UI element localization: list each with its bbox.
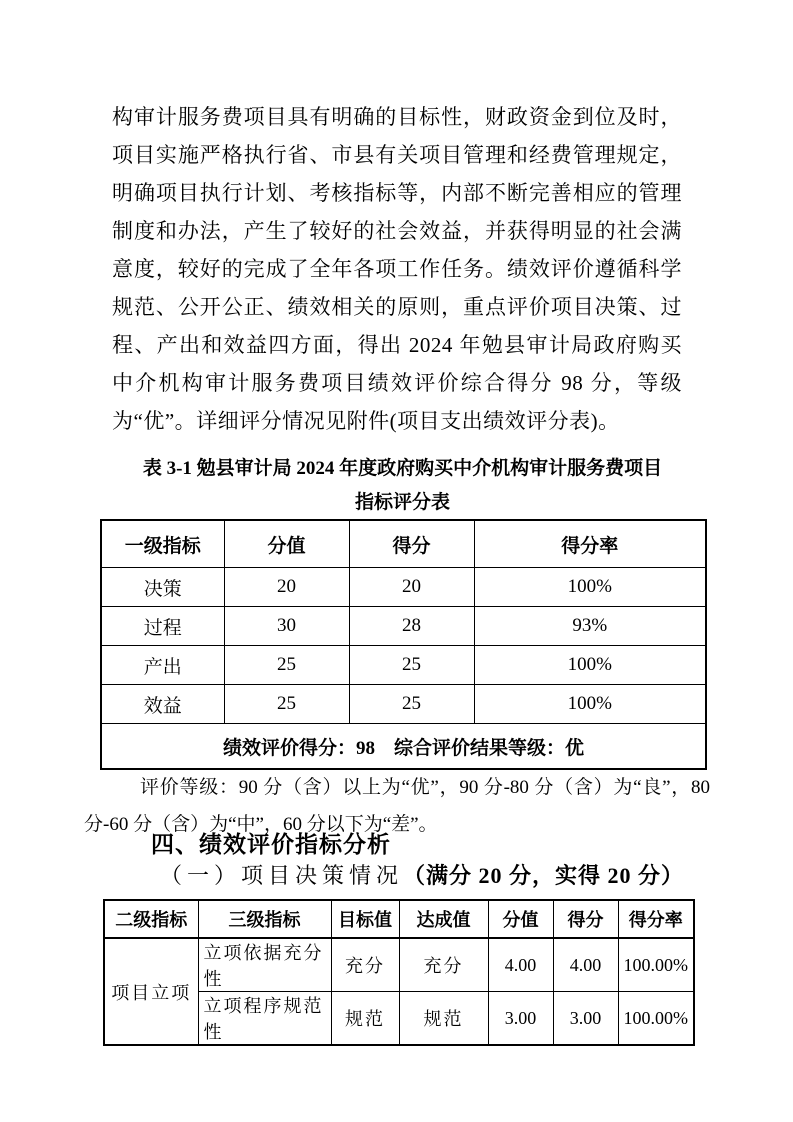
table2-header-cell: 目标值 bbox=[331, 900, 399, 938]
table-cell: 25 bbox=[224, 646, 349, 685]
table-cell: 产出 bbox=[101, 646, 224, 685]
table-cell: 立项依据充分性 bbox=[198, 938, 331, 992]
table1-row-benefit bbox=[101, 685, 706, 724]
table-cell: 100% bbox=[474, 646, 706, 685]
table-cell: 25 bbox=[349, 685, 474, 724]
subsection-title: （一）项目决策情况 bbox=[160, 863, 404, 888]
table2-header-cell: 得分 bbox=[553, 900, 618, 938]
table-cell: 30 bbox=[224, 607, 349, 646]
table2-row bbox=[104, 938, 694, 992]
table1-row-process bbox=[101, 607, 706, 646]
table-cell: 规范 bbox=[331, 992, 399, 1046]
table-cell: 立项程序规范性 bbox=[198, 992, 331, 1046]
table-cell: 决策 bbox=[101, 568, 224, 607]
table-cell: 充分 bbox=[399, 938, 488, 992]
table-cell: 20 bbox=[349, 568, 474, 607]
table-cell: 3.00 bbox=[488, 992, 553, 1046]
table-cell: 效益 bbox=[101, 685, 224, 724]
section-heading: 四、绩效评价指标分析 bbox=[151, 831, 391, 857]
table-cell: 100.00% bbox=[618, 938, 694, 992]
table-cell: 93% bbox=[474, 607, 706, 646]
table1-caption-line2: 指标评分表 bbox=[354, 492, 450, 513]
subsection-score-note: （满分 20 分，实得 20 分） bbox=[403, 863, 685, 888]
decision-indicator-detail-table bbox=[103, 899, 695, 1046]
table1-caption bbox=[100, 452, 705, 520]
table1-header-row bbox=[101, 520, 706, 568]
table-cell: 4.00 bbox=[488, 938, 553, 992]
table2-header-cell: 达成值 bbox=[399, 900, 488, 938]
table-cell: 25 bbox=[349, 646, 474, 685]
table-cell: 4.00 bbox=[553, 938, 618, 992]
table2-header-cell: 得分率 bbox=[618, 900, 694, 938]
table2-header-row bbox=[104, 900, 694, 938]
secondary-indicator-cell: 项目立项 bbox=[104, 938, 198, 1045]
table1-row-output bbox=[101, 646, 706, 685]
table2-header-cell: 二级指标 bbox=[104, 900, 198, 938]
subsection-heading bbox=[160, 860, 684, 892]
table-cell: 100% bbox=[474, 568, 706, 607]
grading-scale-note: 评价等级：90 分（含）以上为“优”，90 分-80 分（含）为“良”，80 分-60 分（含）为“中”，60 分以下为“差”。 bbox=[84, 777, 710, 835]
table1-header-cell: 分值 bbox=[224, 520, 349, 568]
table2-header-cell: 三级指标 bbox=[198, 900, 331, 938]
table2-header-cell: 分值 bbox=[488, 900, 553, 938]
overall-score-cell: 绩效评价得分：98 综合评价结果等级：优 bbox=[101, 724, 706, 770]
table1-header-cell: 得分 bbox=[349, 520, 474, 568]
table1-caption-line1: 表 3-1 勉县审计局 2024 年度政府购买中介机构审计服务费项目 bbox=[142, 458, 663, 479]
table-cell: 20 bbox=[224, 568, 349, 607]
table-cell: 100.00% bbox=[618, 992, 694, 1046]
table1-summary-row bbox=[101, 724, 706, 770]
table1-header-cell: 得分率 bbox=[474, 520, 706, 568]
table-cell: 100% bbox=[474, 685, 706, 724]
table1-row-decision bbox=[101, 568, 706, 607]
table-cell: 3.00 bbox=[553, 992, 618, 1046]
table-cell: 规范 bbox=[399, 992, 488, 1046]
table1-header-cell: 一级指标 bbox=[101, 520, 224, 568]
table-cell: 充分 bbox=[331, 938, 399, 992]
table-cell: 25 bbox=[224, 685, 349, 724]
indicator-score-summary-table bbox=[100, 519, 707, 770]
table-cell: 28 bbox=[349, 607, 474, 646]
body-paragraph: 构审计服务费项目具有明确的目标性，财政资金到位及时，项目实施严格执行省、市县有关项目管理和经费管理规定，明确项目执行计划、考核指标等，内部不断完善相应的管理制度和办法，产生了较好的社会效益，并获得明显的社会满意度，较好的完成了全年各项工作任务。绩效评价遵循科学规范、公开公正、绩效相关的原则，重点评价项目决策、过程、产出和效益四方面，得出 2024 年勉县审计局政府购买中介机构审计服务费项目绩效评价综合得分 98 分，等级为“优”。详细评分情况见附件(项目支出绩效评分表)。 bbox=[112, 105, 682, 433]
table-cell: 过程 bbox=[101, 607, 224, 646]
